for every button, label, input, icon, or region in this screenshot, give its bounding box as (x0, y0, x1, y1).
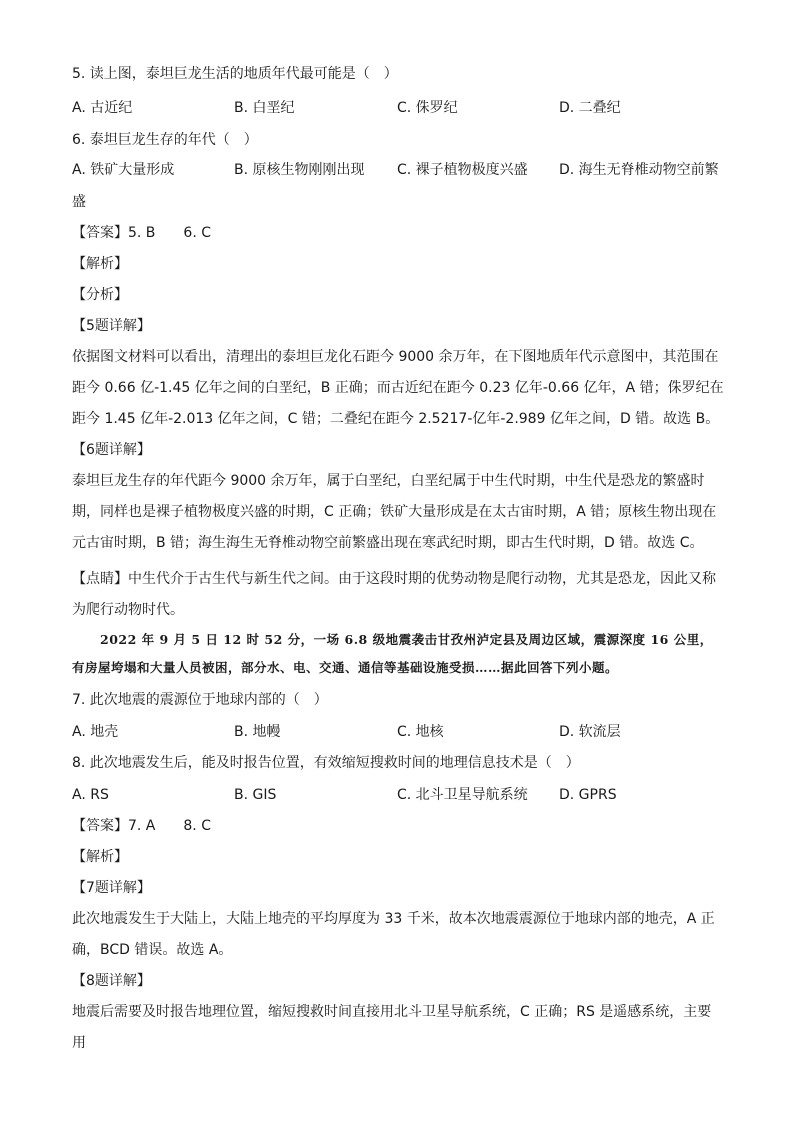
q8-detail-text: 地震后需要及时报告地理位置，缩短搜救时间直接用北斗卫星导航系统，C 正确；RS 是遥感系统，主要用 (72, 1004, 712, 1051)
q5-option-b: B. 白垩纪 (234, 100, 295, 116)
q5-option-a: A. 古近纪 (72, 100, 133, 116)
q5-option-d: D. 二叠纪 (559, 100, 621, 116)
q8-detail-heading: 【8题详解】 (72, 973, 151, 989)
q6-option-d: D. 海生无脊椎动物空前繁 (559, 162, 719, 178)
fenxi-heading: 【分析】 (72, 287, 128, 303)
question-8-stem: 8. 此次地震发生后，能及时报告位置，有效缩短搜救时间的地理信息技术是（ ） (72, 755, 580, 771)
q8-option-b: B. GIS (234, 787, 277, 803)
q5-detail-text: 依据图文材料可以看出，清理出的泰坦巨龙化石距今 9000 余万年，在下图地质年代示意图中，其范围在距今 0.66 亿-1.45 亿年之间的白垩纪，B 正确；而古近纪在距今 0.23 亿年-0.66 亿年，A 错；侏罗纪在距今 1.45 亿年-2.013 亿年之间，C 错；二叠纪在距今 2.5217-亿年-2.989 亿年之间，D 错。故选 B。 (72, 349, 724, 427)
jiexi-heading-2: 【解析】 (72, 849, 128, 865)
q7-option-a: A. 地壳 (72, 724, 119, 740)
q6-detail-text: 泰坦巨龙生存的年代距今 9000 余万年，属于白垩纪，白垩纪属于中生代时期，中生代是恐龙的繁盛时期，同样也是裸子植物极度兴盛的时期，C 正确；铁矿大量形成是在太古宙时期，A 错；原核生物出现在元古宙时期，B 错；海生海生无脊椎动物空前繁盛出现在寒武纪时期，即古生代时期，D 错。故选 C。 (72, 473, 717, 551)
question-7-stem: 7. 此次地震的震源位于地球内部的（ ） (72, 692, 328, 708)
q7-option-b: B. 地幔 (234, 724, 281, 740)
q8-option-a: A. RS (72, 787, 109, 803)
q5-option-c: C. 侏罗纪 (397, 100, 458, 116)
jiexi-heading: 【解析】 (72, 256, 128, 272)
answer-5-6: 【答案】5. B 6. C (72, 225, 211, 241)
q7-detail-heading: 【7题详解】 (72, 880, 151, 896)
q8-option-d: D. GPRS (559, 787, 617, 803)
q6-option-d-wrap: 盛 (72, 194, 86, 210)
q6-option-a: A. 铁矿大量形成 (72, 162, 175, 178)
q6-option-c: C. 裸子植物极度兴盛 (397, 162, 528, 178)
answer-7-8: 【答案】7. A 8. C (72, 818, 211, 834)
dianjing-note: 【点睛】中生代介于古生代与新生代之间。由于这段时期的优势动物是爬行动物，尤其是恐龙，因此又称为爬行动物时代。 (72, 571, 716, 618)
q8-option-c: C. 北斗卫星导航系统 (397, 787, 528, 803)
q6-detail-heading: 【6题详解】 (72, 442, 151, 458)
q7-option-c: C. 地核 (397, 724, 444, 740)
q6-option-b: B. 原核生物刚刚出现 (234, 162, 365, 178)
question-5-stem: 5. 读上图，泰坦巨龙生活的地质年代最可能是（ ） (72, 66, 398, 82)
earthquake-material: 2022 年 9 月 5 日 12 时 52 分，一场 6.8 级地震袭击甘孜州泸定县及周边区域，震源深度 16 公里，有房屋垮塌和大量人员被困，部分水、电、交通、通信等基础设施受损……据此回答下列小题。 (72, 632, 713, 675)
question-6-stem: 6. 泰坦巨龙生存的年代（ ） (72, 132, 258, 148)
q7-detail-text: 此次地震发生于大陆上，大陆上地壳的平均厚度为 33 千米，故本次地震震源位于地球内部的地壳，A 正确，BCD 错误。故选 A。 (72, 911, 715, 958)
q7-option-d: D. 软流层 (559, 724, 621, 740)
q5-detail-heading: 【5题详解】 (72, 318, 151, 334)
